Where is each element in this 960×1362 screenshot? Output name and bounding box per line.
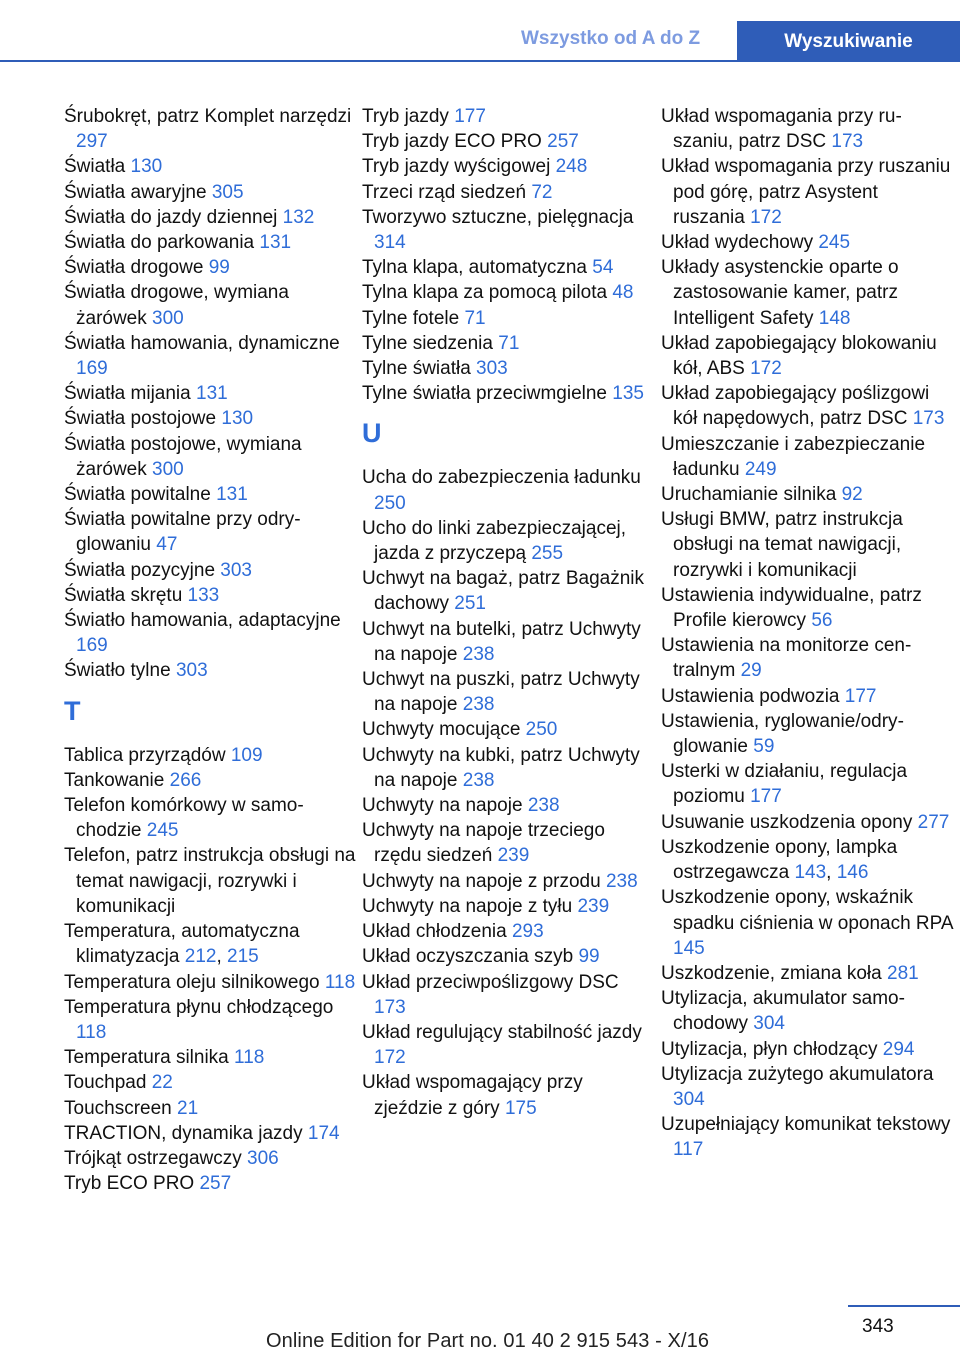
page-link[interactable]: 118 [234,1047,265,1069]
index-entry [362,381,654,406]
index-entry [64,432,356,482]
index-term: Temperatura silnika [64,1047,235,1069]
index-entry [362,306,654,331]
index-entry [64,406,356,431]
page-link[interactable]: 118 [324,971,356,993]
index-term: Światła powitalne przy odryglowaniu [64,509,301,556]
index-entry [362,869,654,894]
page-link[interactable]: 306 [247,1147,279,1169]
index-entry [362,465,654,515]
index-entry [362,793,654,818]
page-link[interactable]: 47 [156,534,178,556]
index-entry [64,583,356,608]
index-term: Telefon komórkowy w samochodzie [64,795,304,842]
page-link[interactable]: 177 [750,786,782,808]
index-column-1 [64,104,356,1196]
index-term: Tablica przyrządów [64,744,231,766]
index-term: Usterki w działaniu, regulacja poziomu [661,761,908,808]
index-term: Światła [64,156,131,178]
index-entry [64,1045,356,1070]
index-term: Tylne fotele [362,307,465,329]
index-entry [64,331,356,381]
page-link[interactable]: 143 [794,862,827,884]
index-entry [64,558,356,583]
page-link[interactable]: 238 [605,870,638,892]
index-term: Tryb jazdy wyścigowej [362,156,556,178]
page-link[interactable]: 148 [818,307,851,329]
index-term: Światło hamowania, adaptacyjne [64,610,341,632]
index-entry [661,759,953,809]
index-entry [362,970,654,1020]
page-link[interactable]: 177 [844,685,877,707]
index-term: Układ regulujący stabilność jazdy [362,1021,642,1043]
page-link[interactable]: 56 [811,610,833,632]
page-link[interactable]: 145 [673,937,705,959]
index-entry [64,793,356,843]
index-entry [661,154,953,230]
index-term: Układ wydechowy [661,232,819,254]
page-link[interactable]: 238 [462,769,495,791]
index-term: Uchwyty na napoje trzeciego rzędu siedzeń [362,820,605,867]
index-entry [362,944,654,969]
page-link[interactable]: 172 [374,1047,406,1069]
index-entry [661,810,953,835]
index-term: Touchpad [64,1072,152,1094]
index-entry [64,970,356,995]
index-term: Światła do jazdy dziennej [64,206,283,228]
index-entry [64,1070,356,1095]
index-term: Temperatura, automatyczna klimatyzacja [64,921,300,968]
index-entry [362,280,654,305]
index-entry [362,617,654,667]
index-letter-heading: T [64,695,81,726]
index-entry [661,835,953,885]
page-link[interactable]: 266 [169,769,202,791]
index-column-2 [362,104,654,1121]
page-link[interactable]: 173 [912,408,945,430]
index-term: Ustawienia, ryglowanie/odryglowanie [661,710,904,758]
index-entry [64,1146,356,1171]
index-entry [64,658,356,683]
page-link[interactable]: 59 [753,736,775,758]
page-link[interactable]: 249 [744,458,777,480]
page-link[interactable]: 314 [374,232,406,254]
index-entry [64,843,356,919]
index-entry [362,154,654,179]
index-term: Światła do parkowania [64,232,260,254]
index-term: TRACTION, dynamika jazdy [64,1122,308,1144]
page-link[interactable]: 255 [531,543,564,565]
index-entry [362,919,654,944]
index-entry [661,1062,953,1112]
page-link[interactable]: 303 [220,559,252,581]
page-link[interactable]: 99 [208,257,230,279]
page-link[interactable]: 294 [882,1038,915,1060]
index-term: Tylne siedzenia [362,332,499,354]
page-link[interactable]: 173 [374,996,406,1018]
index-term: Usługi BMW, patrz instrukcja obsługi na temat nawigacji, rozrywki i komunikacji [661,509,903,581]
index-term: Uruchamianie silnika [661,484,842,506]
page-link[interactable]: 48 [612,282,634,304]
index-term: Tryb ECO PRO [64,1173,200,1195]
index-entry [362,331,654,356]
index-term: Utylizacja, płyn chłodzący [661,1038,883,1060]
index-entry [64,608,356,658]
index-term: Tylna klapa, automatyczna [362,257,593,279]
index-entry [362,717,654,742]
page-link[interactable]: 21 [177,1097,199,1119]
index-entry [362,1070,654,1120]
page-link[interactable]: 131 [259,232,292,254]
index-term: Usuwanie uszkodzenia opony [661,811,918,833]
index-term: Układ wspomagający przy zjeździe z góry [362,1072,583,1119]
index-term: Ucho do linki zabezpieczającej, jazda z przyczepą [362,517,627,565]
index-entry [64,1121,356,1146]
index-term: Trzeci rząd siedzeń [362,181,532,203]
page-link[interactable]: 248 [555,156,588,178]
index-term: Uchwyty mocujące [362,719,526,741]
page-link[interactable]: 169 [76,358,108,380]
page-link[interactable]: 304 [753,1013,785,1035]
index-entry [362,743,654,793]
index-term: Tylna klapa za pomocą pilota [362,282,613,304]
index-entry [64,154,356,179]
page-link[interactable]: 177 [454,106,486,127]
page-link[interactable]: 300 [152,307,184,329]
page-link[interactable]: 293 [511,921,544,943]
page-link[interactable]: 305 [211,181,244,203]
index-term: Uszkodzenie opony, lampka ostrzegawcza [661,836,898,884]
page-link[interactable]: 117 [673,1139,704,1161]
index-term: Tryb jazdy ECO PRO [362,131,548,153]
index-term: Uchwyty na napoje z przodu [362,870,606,892]
index-entry [661,986,953,1036]
page-link[interactable]: 212 [184,946,217,968]
index-entry [64,507,356,557]
index-term: Utylizacja zużytego akumulatora [661,1063,934,1085]
index-entry [661,482,953,507]
page-link[interactable]: 54 [592,257,614,279]
index-term: Telefon, patrz instrukcja obsługi na temat nawigacji, rozrywki i komunikacji [64,845,356,917]
index-term: Umieszczanie i zabezpieczanie ładunku [661,433,926,480]
page-link[interactable]: 297 [76,131,108,153]
index-term: Światła mijania [64,383,196,405]
page-link[interactable]: 99 [578,946,600,968]
index-entry [661,1037,953,1062]
index-term: Uchwyty na napoje z tyłu [362,895,578,917]
page-link[interactable]: 238 [462,643,495,665]
index-entry [661,709,953,759]
index-term: Ucha do zabezpieczenia ładunku [362,467,641,489]
index-entry [661,1112,953,1162]
index-term: Tworzywo sztuczne, pielęgnacja [362,206,634,228]
page-link[interactable]: 281 [887,962,919,984]
index-term: Światła drogowe, wymiana żarówek [64,282,289,329]
index-entry [362,1020,654,1070]
index-term: Światła pozycyjne [64,559,221,581]
page-link[interactable]: 118 [76,1021,107,1043]
page-link[interactable]: 303 [175,660,208,682]
index-entry [661,885,953,961]
index-column-3 [661,104,953,1163]
page-link[interactable]: 239 [497,845,530,867]
index-entry [661,583,953,633]
page-link[interactable]: 245 [146,820,179,842]
index-letter-heading: U [362,418,382,449]
page-link[interactable]: 245 [818,232,851,254]
index-entry [661,507,953,583]
index-term: Śrubokręt, patrz Komplet narzędzi [64,106,352,127]
index-term: Układ zapobiegający blokowaniu kół, ABS [661,332,937,380]
index-entry [362,356,654,381]
index-term: Światła postojowe [64,408,222,430]
page-link[interactable]: 130 [130,156,163,178]
section-tab[interactable]: Wszystko od A do Z [521,28,701,49]
index-term: Układ chłodzenia [362,921,512,943]
index-entry [362,818,654,868]
page-link[interactable]: 257 [199,1173,232,1195]
page-link[interactable]: 22 [151,1072,173,1094]
page-link[interactable]: 277 [917,811,950,833]
page-number: 343 [862,1316,894,1337]
index-entry [64,995,356,1045]
index-term: Uszkodzenie opony, wskaźnik spadku ciśnienia w oponach RPA [661,887,953,934]
index-term: Utylizacja, akumulator samochodowy [661,988,905,1035]
index-entry [661,432,953,482]
index-term: Ustawienia na monitorze centralnym [661,635,912,682]
index-term: Temperatura oleju silnikowego [64,971,325,993]
index-term: Uchwyty na kubki, patrz Uchwyty na napoje [362,744,640,791]
index-term: Tryb jazdy [362,106,455,127]
index-term: Tylne światła przeciwmgielne [362,383,613,405]
index-term: Światła skrętu [64,584,188,606]
index-entry [661,255,953,331]
index-term: Układ wspomagania przy ruszaniu, patrz DSC [661,106,902,153]
page-link[interactable]: 174 [307,1122,340,1144]
page-link[interactable]: 304 [673,1088,705,1110]
index-entry [362,516,654,566]
index-term: Ustawienia podwozia [661,685,845,707]
search-tab[interactable]: Wyszukiwanie [737,21,960,61]
index-entry [64,743,356,768]
index-entry [64,205,356,230]
page-separator: , [826,862,837,884]
index-term: Trójkąt ostrzegawczy [64,1147,248,1169]
index-term: Układy asystenckie oparte o zastosowanie kamer, patrz Intelligent Safety [661,257,899,329]
index-entry [64,919,356,969]
index-entry [64,482,356,507]
index-entry [64,1171,356,1196]
page-link[interactable]: 92 [841,484,863,506]
page-link[interactable]: 131 [196,383,228,405]
page-link[interactable]: 172 [750,206,782,228]
page-link[interactable]: 303 [476,358,508,380]
page-link[interactable]: 172 [750,358,782,380]
index-entry [661,381,953,431]
index-entry [661,684,953,709]
page-link[interactable]: 71 [498,332,520,354]
page-link[interactable]: 131 [216,484,248,506]
index-term: Tylne światła [362,358,477,380]
index-term: Uchwyty na napoje [362,795,528,817]
index-entry [64,255,356,280]
page-link[interactable]: 130 [221,408,254,430]
page-link[interactable]: 173 [831,131,864,153]
page-link[interactable]: 215 [227,946,259,968]
index-entry [64,104,356,154]
index-term: Ustawienia indywidualne, patrz Profile kierowcy [661,584,922,632]
index-entry [362,566,654,616]
index-entry [661,961,953,986]
index-term: Touchscreen [64,1097,178,1119]
page-link[interactable]: 169 [76,635,108,657]
page-link[interactable]: 250 [525,719,558,741]
index-term: Światło tylne [64,660,176,682]
page-link[interactable]: 238 [527,795,560,817]
index-term: Uchwyt na bagaż, patrz Bagażnik dachowy [362,568,644,615]
index-term: Światła hamowania, dynamiczne [64,332,340,354]
index-entry [362,180,654,205]
page-link[interactable]: 300 [152,458,184,480]
index-entry [661,633,953,683]
index-term: Układ przeciwpoślizgowy DSC [362,971,619,993]
footer-rule [848,1305,960,1307]
page-link[interactable]: 72 [531,181,553,203]
index-entry [362,894,654,919]
index-term: Układ oczyszczania szyb [362,946,579,968]
page-separator: , [216,946,228,968]
index-entry [661,230,953,255]
page-link[interactable]: 132 [282,206,315,228]
page-link[interactable]: 251 [454,593,486,615]
index-term: Tankowanie [64,769,170,791]
index-entry [64,381,356,406]
index-entry [362,667,654,717]
index-term: Uchwyt na puszki, patrz Uchwyty na napoje [362,669,640,716]
index-entry [362,255,654,280]
page-link[interactable]: 257 [547,131,579,153]
index-entry [362,205,654,255]
index-term: Uchwyt na butelki, patrz Uchwyty na napoje [362,618,641,665]
index-entry [362,104,654,129]
page-link[interactable]: 109 [230,744,263,766]
page-link[interactable]: 239 [577,895,610,917]
index-term: Światła postojowe, wymiana żarówek [64,433,302,480]
index-term: Światła awaryjne [64,181,212,203]
index-entry [64,280,356,330]
index-entry [64,1096,356,1121]
page-link[interactable]: 146 [836,862,869,884]
page-link[interactable]: 250 [374,492,406,514]
page-link[interactable]: 29 [740,660,762,682]
index-term: Temperatura płynu chłodzącego [64,996,334,1018]
index-entry [64,768,356,793]
index-term: Uszkodzenie, zmiana koła [661,962,887,984]
index-entry [661,331,953,381]
index-term: Układ wspomagania przy ruszaniu pod górę, patrz Asystent ruszania [661,156,951,228]
index-entry [362,129,654,154]
index-entry [64,180,356,205]
page-link[interactable]: 71 [464,307,486,329]
index-term: Światła powitalne [64,484,217,506]
edition-footer: Online Edition for Part no. 01 40 2 915 543 - X/16 [266,1330,710,1352]
page-link[interactable]: 133 [187,584,220,606]
index-term: Uzupełniający komunikat tekstowy [661,1114,951,1136]
page-link[interactable]: 135 [612,383,644,405]
page-link[interactable]: 175 [504,1097,537,1119]
index-term: Układ zapobiegający poślizgowi kół napędowych, patrz DSC [661,383,930,430]
page-link[interactable]: 238 [462,694,495,716]
index-entry [661,104,953,154]
index-term: Światła drogowe [64,257,209,279]
index-entry [64,230,356,255]
